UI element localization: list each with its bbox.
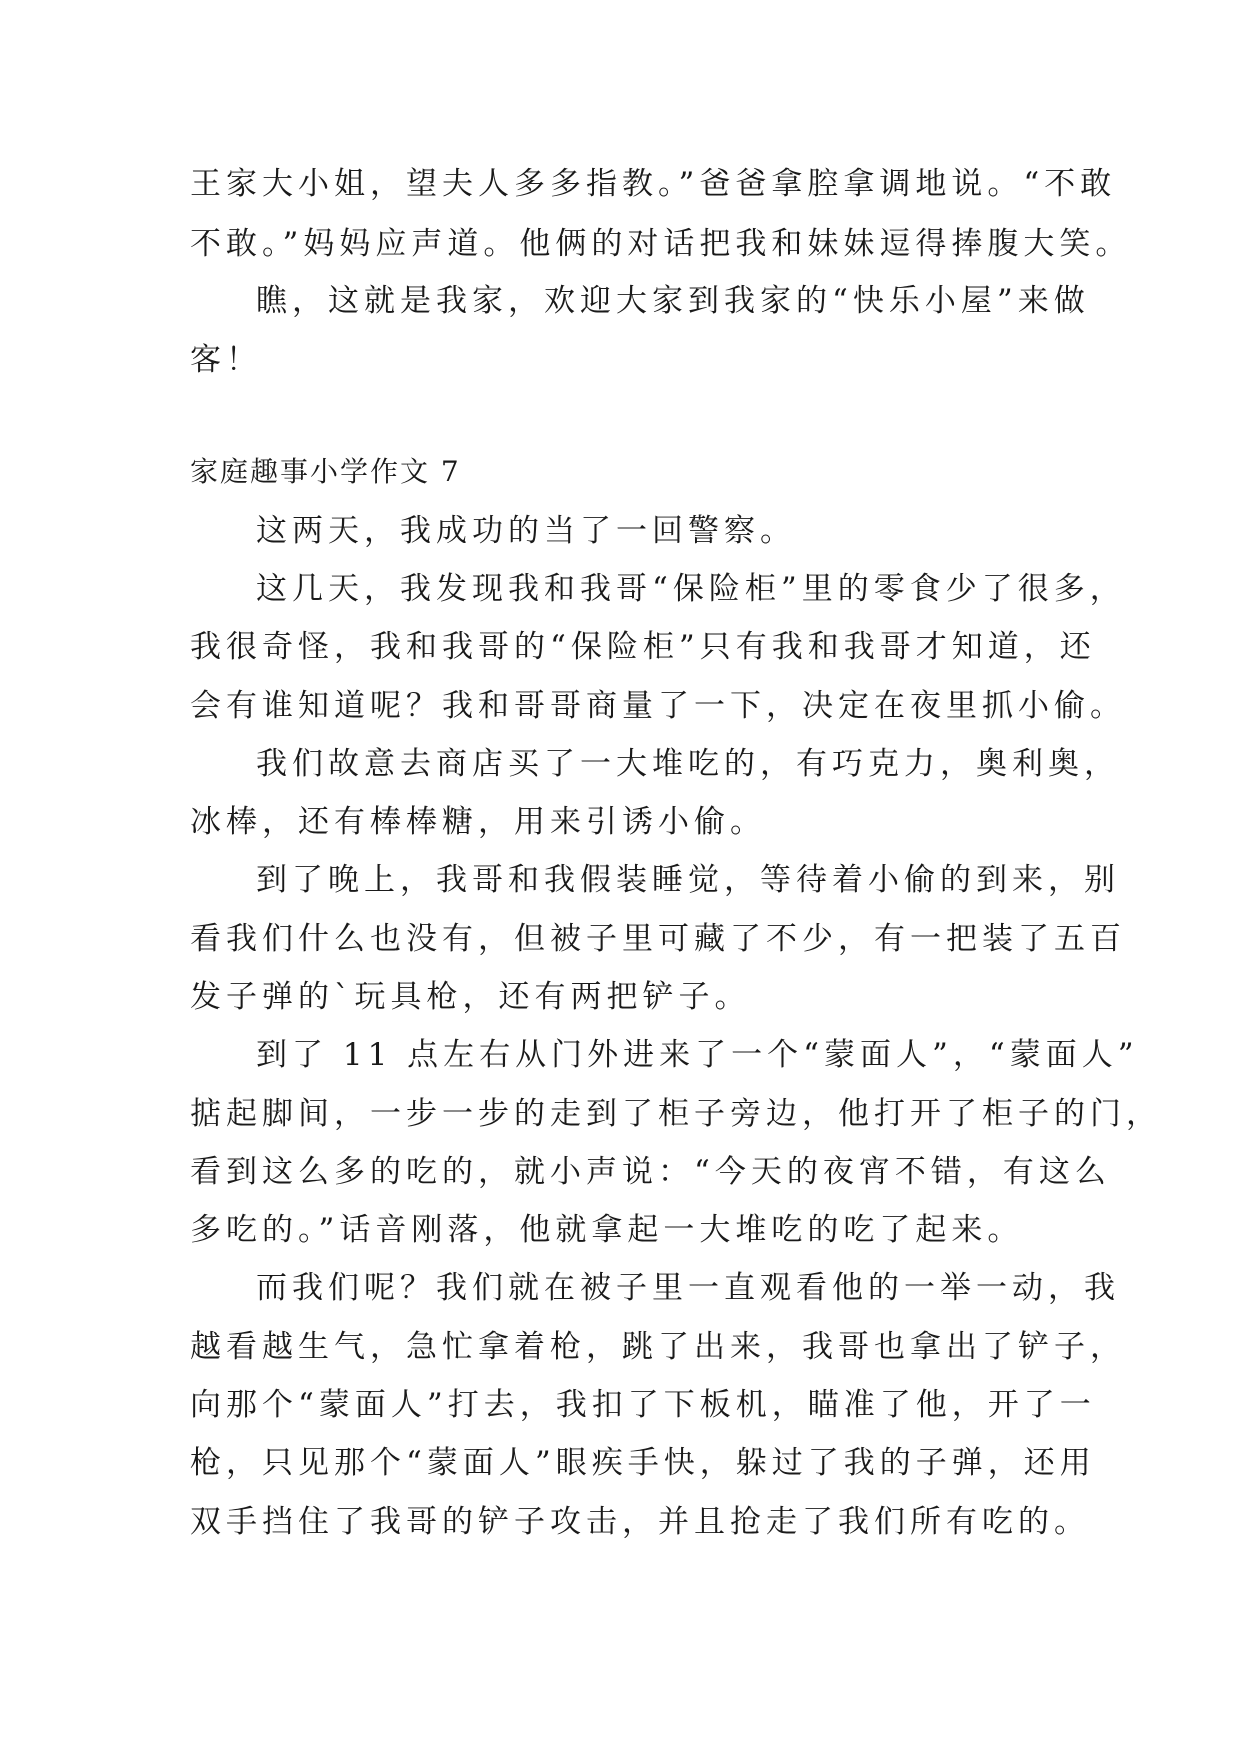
text-line: 看我们什么也没有，但被子里可藏了不少，有一把装了五百: [190, 921, 1126, 957]
text-line: 而我们呢？我们就在被子里一直观看他的一举一动，我: [256, 1270, 1120, 1306]
text-line: 我很奇怪，我和我哥的“保险柜”只有我和我哥才知道，还: [190, 629, 1096, 665]
text-line: 王家大小姐，望夫人多多指教。”爸爸拿腔拿调地说。“不敢: [190, 166, 1117, 202]
text-line: 这几天，我发现我和我哥“保险柜”里的零食少了很多，: [256, 571, 1126, 607]
text-line: 枪，只见那个“蒙面人”眼疾手快，躲过了我的子弹，还用: [190, 1445, 1096, 1481]
text-line: 发子弹的`玩具枪，还有两把铲子。: [190, 979, 751, 1015]
text-line: 这两天，我成功的当了一回警察。: [256, 513, 796, 549]
text-line: 我们故意去商店买了一大堆吃的，有巧克力，奥利奥，: [256, 746, 1120, 782]
text-line: 冰棒，还有棒棒糖，用来引诱小偷。: [190, 804, 766, 840]
text-line: 到了晚上，我哥和我假装睡觉，等待着小偷的到来，别: [256, 862, 1120, 898]
text-line: 到了 11 点左右从门外进来了一个“蒙面人”，“蒙面人”: [256, 1037, 1139, 1073]
text-line: 双手挡住了我哥的铲子攻击，并且抢走了我们所有吃的。: [190, 1504, 1090, 1540]
text-line: 客！: [190, 342, 262, 378]
text-line: 不敢。”妈妈应声道。他俩的对话把我和妹妹逗得捧腹大笑。: [190, 226, 1132, 262]
text-line: 多吃的。”话音刚落，他就拿起一大堆吃的吃了起来。: [190, 1212, 1024, 1248]
text-line: 向那个“蒙面人”打去，我扣了下板机，瞄准了他，开了一: [190, 1387, 1096, 1423]
text-line: 越看越生气，急忙拿着枪，跳了出来，我哥也拿出了铲子，: [190, 1329, 1126, 1365]
section-title: 家庭趣事小学作文 7: [190, 455, 461, 488]
text-line: 会有谁知道呢？我和哥哥商量了一下，决定在夜里抓小偷。: [190, 688, 1126, 724]
text-line: 看到这么多的吃的，就小声说：“今天的夜宵不错，有这么: [190, 1154, 1111, 1190]
text-line: 掂起脚间，一步一步的走到了柜子旁边，他打开了柜子的门，: [190, 1096, 1162, 1132]
text-line: 瞧，这就是我家，欢迎大家到我家的“快乐小屋”来做: [256, 283, 1090, 319]
